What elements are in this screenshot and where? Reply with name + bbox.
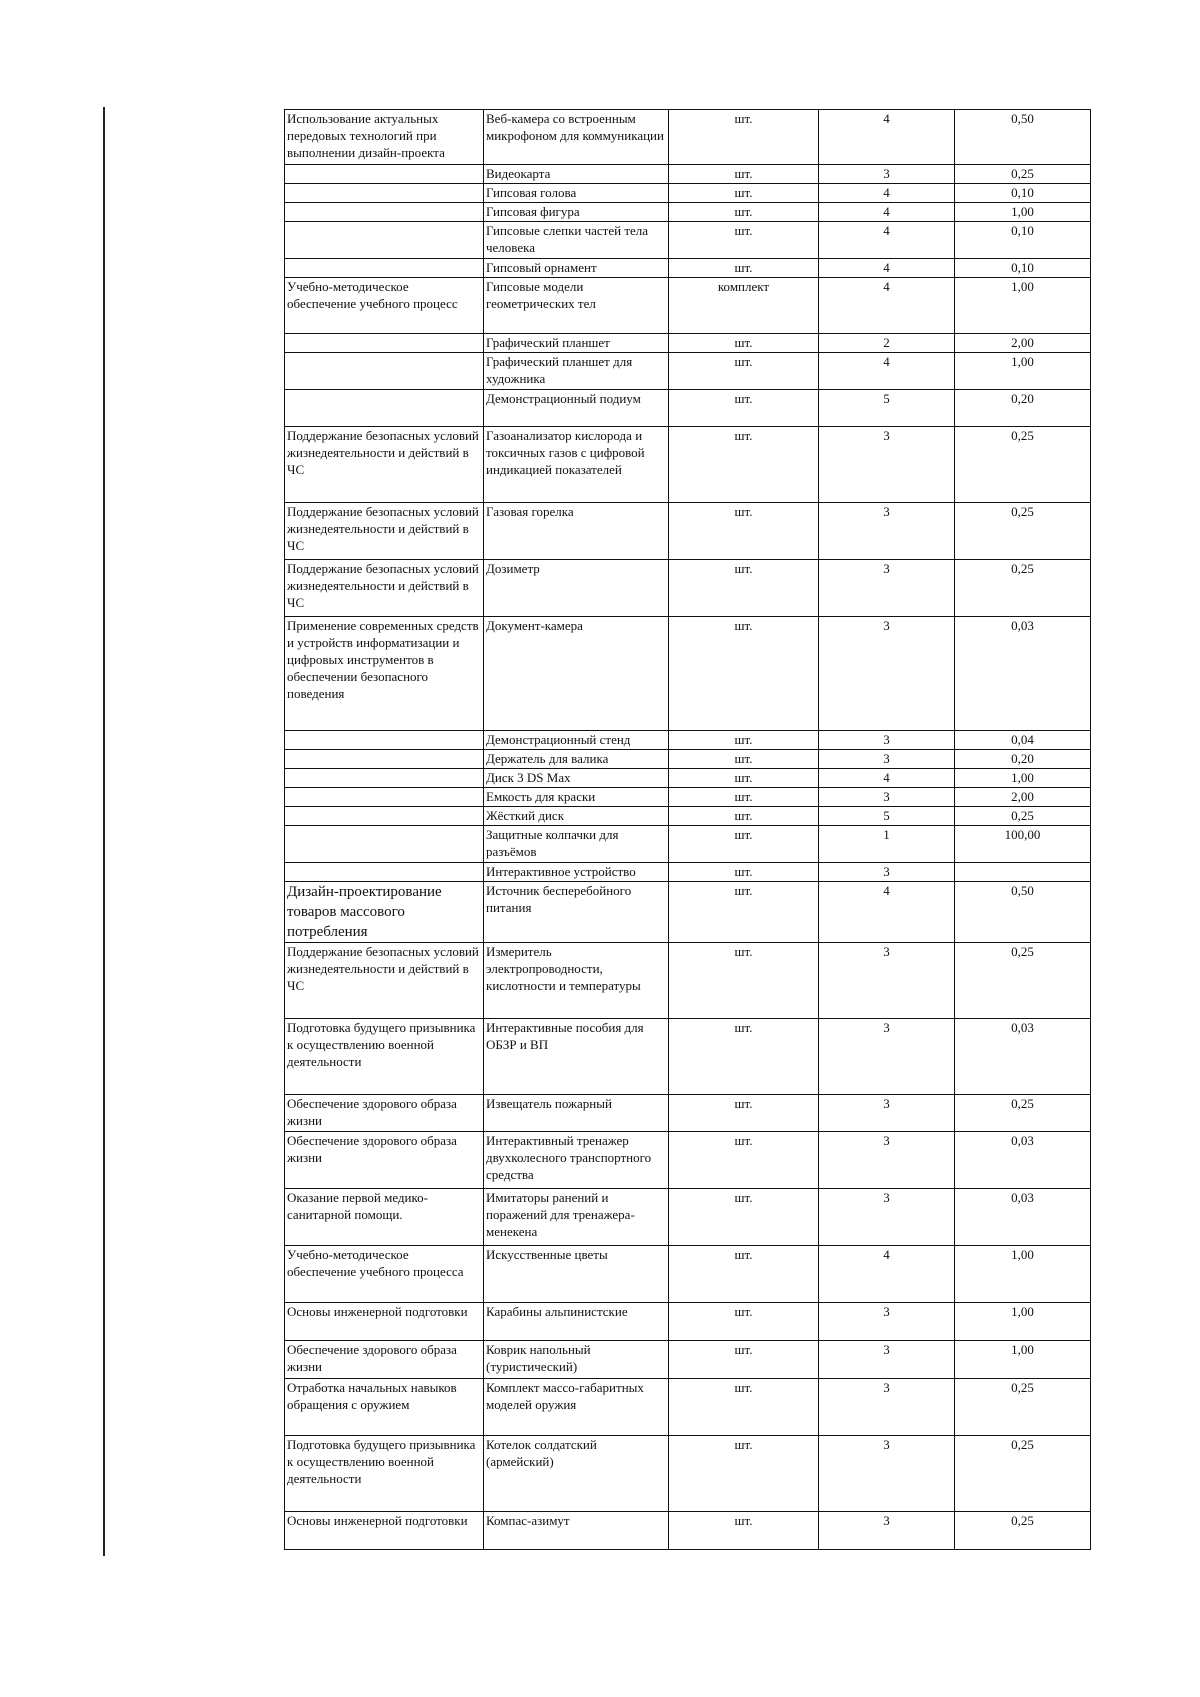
item-cell: Защитные колпачки для разъёмов	[484, 826, 669, 863]
table-row	[285, 165, 1091, 184]
table-row	[285, 278, 1091, 334]
table-row	[285, 1436, 1091, 1512]
table-row	[285, 943, 1091, 1019]
section-cell: Обеспечение здорового образа жизни	[285, 1095, 484, 1132]
value-cell: 1,00	[955, 1303, 1091, 1341]
table-row	[285, 863, 1091, 882]
section-cell: Поддержание безопасных условий жизнедеятельности и действий в ЧС	[285, 503, 484, 560]
value-cell: 100,00	[955, 826, 1091, 863]
quantity-cell: 3	[819, 1132, 955, 1189]
section-cell	[285, 353, 484, 390]
table-row	[285, 203, 1091, 222]
quantity-cell: 3	[819, 943, 955, 1019]
value-cell: 0,03	[955, 1189, 1091, 1246]
quantity-cell: 4	[819, 882, 955, 943]
value-cell: 1,00	[955, 353, 1091, 390]
value-cell: 1,00	[955, 278, 1091, 334]
quantity-cell: 3	[819, 1436, 955, 1512]
table-row	[285, 1189, 1091, 1246]
unit-cell: шт.	[669, 184, 819, 203]
section-cell: Поддержание безопасных условий жизнедеятельности и действий в ЧС	[285, 427, 484, 503]
table-row	[285, 1095, 1091, 1132]
quantity-cell: 3	[819, 1019, 955, 1095]
value-cell: 1,00	[955, 769, 1091, 788]
unit-cell: шт.	[669, 1379, 819, 1436]
unit-cell: шт.	[669, 353, 819, 390]
quantity-cell: 3	[819, 750, 955, 769]
value-cell: 0,50	[955, 110, 1091, 165]
quantity-cell: 4	[819, 184, 955, 203]
table-row	[285, 390, 1091, 427]
unit-cell: шт.	[669, 334, 819, 353]
value-cell: 1,00	[955, 1341, 1091, 1379]
quantity-cell: 3	[819, 503, 955, 560]
section-cell	[285, 826, 484, 863]
section-cell	[285, 165, 484, 184]
item-cell: Котелок солдатский (армейский)	[484, 1436, 669, 1512]
quantity-cell: 4	[819, 1246, 955, 1303]
quantity-cell: 3	[819, 1095, 955, 1132]
section-cell: Поддержание безопасных условий жизнедеятельности и действий в ЧС	[285, 943, 484, 1019]
item-cell: Гипсовые слепки частей тела человека	[484, 222, 669, 259]
value-cell: 0,10	[955, 222, 1091, 259]
item-cell: Дозиметр	[484, 560, 669, 617]
quantity-cell: 4	[819, 278, 955, 334]
item-cell: Демонстрационный стенд	[484, 731, 669, 750]
value-cell: 0,25	[955, 1436, 1091, 1512]
table-row	[285, 731, 1091, 750]
item-cell: Веб-камера со встроенным микрофоном для коммуникации	[484, 110, 669, 165]
unit-cell: шт.	[669, 1512, 819, 1550]
unit-cell: шт.	[669, 617, 819, 731]
value-cell: 0,50	[955, 882, 1091, 943]
unit-cell: шт.	[669, 1436, 819, 1512]
margin-line	[103, 107, 105, 1556]
table-row	[285, 1341, 1091, 1379]
value-cell: 0,04	[955, 731, 1091, 750]
unit-cell: шт.	[669, 1132, 819, 1189]
section-cell	[285, 184, 484, 203]
quantity-cell: 4	[819, 353, 955, 390]
quantity-cell: 4	[819, 203, 955, 222]
table-row	[285, 334, 1091, 353]
value-cell: 0,25	[955, 1512, 1091, 1550]
section-cell: Основы инженерной подготовки	[285, 1303, 484, 1341]
unit-cell: шт.	[669, 731, 819, 750]
quantity-cell: 3	[819, 731, 955, 750]
unit-cell: шт.	[669, 788, 819, 807]
item-cell: Измеритель электропроводности, кислотности и температуры	[484, 943, 669, 1019]
value-cell: 0,25	[955, 503, 1091, 560]
value-cell: 0,03	[955, 1019, 1091, 1095]
item-cell: Имитаторы ранений и поражений для тренажера-менекена	[484, 1189, 669, 1246]
quantity-cell: 4	[819, 222, 955, 259]
value-cell: 0,25	[955, 807, 1091, 826]
unit-cell: шт.	[669, 750, 819, 769]
value-cell: 0,25	[955, 1095, 1091, 1132]
table-row	[285, 110, 1091, 165]
unit-cell: шт.	[669, 943, 819, 1019]
unit-cell: шт.	[669, 165, 819, 184]
section-cell: Учебно-методическое обеспечение учебного процесс	[285, 278, 484, 334]
quantity-cell: 3	[819, 1189, 955, 1246]
unit-cell: шт.	[669, 769, 819, 788]
section-cell: Отработка начальных навыков обращения с оружием	[285, 1379, 484, 1436]
table-row	[285, 826, 1091, 863]
table-row	[285, 222, 1091, 259]
table-row	[285, 427, 1091, 503]
value-cell: 2,00	[955, 788, 1091, 807]
item-cell: Видеокарта	[484, 165, 669, 184]
section-cell: Учебно-методическое обеспечение учебного процесса	[285, 1246, 484, 1303]
value-cell: 0,25	[955, 427, 1091, 503]
quantity-cell: 4	[819, 110, 955, 165]
item-cell: Компас-азимут	[484, 1512, 669, 1550]
equipment-table	[284, 109, 1091, 1550]
table-row	[285, 1512, 1091, 1550]
quantity-cell: 3	[819, 788, 955, 807]
value-cell: 0,03	[955, 1132, 1091, 1189]
section-cell: Поддержание безопасных условий жизнедеятельности и действий в ЧС	[285, 560, 484, 617]
unit-cell: шт.	[669, 427, 819, 503]
item-cell: Графический планшет для художника	[484, 353, 669, 390]
unit-cell: шт.	[669, 259, 819, 278]
value-cell	[955, 863, 1091, 882]
unit-cell: шт.	[669, 1019, 819, 1095]
item-cell: Держатель для валика	[484, 750, 669, 769]
table-row	[285, 1132, 1091, 1189]
quantity-cell: 5	[819, 390, 955, 427]
value-cell: 1,00	[955, 1246, 1091, 1303]
quantity-cell: 3	[819, 165, 955, 184]
quantity-cell: 2	[819, 334, 955, 353]
quantity-cell: 3	[819, 1341, 955, 1379]
section-cell	[285, 731, 484, 750]
item-cell: Интерактивный тренажер двухколесного транспортного средства	[484, 1132, 669, 1189]
table-row	[285, 353, 1091, 390]
table-row	[285, 560, 1091, 617]
unit-cell: шт.	[669, 826, 819, 863]
value-cell: 0,25	[955, 943, 1091, 1019]
section-cell: Обеспечение здорового образа жизни	[285, 1341, 484, 1379]
value-cell: 0,03	[955, 617, 1091, 731]
item-cell: Жёсткий диск	[484, 807, 669, 826]
table-row	[285, 617, 1091, 731]
table-row	[285, 807, 1091, 826]
section-cell	[285, 222, 484, 259]
section-cell	[285, 259, 484, 278]
value-cell: 1,00	[955, 203, 1091, 222]
section-cell: Подготовка будущего призывника к осуществлению военной деятельности	[285, 1436, 484, 1512]
table-row	[285, 184, 1091, 203]
quantity-cell: 3	[819, 617, 955, 731]
item-cell: Карабины альпинистские	[484, 1303, 669, 1341]
unit-cell: шт.	[669, 1303, 819, 1341]
table-row	[285, 1246, 1091, 1303]
section-cell	[285, 807, 484, 826]
section-cell: Применение современных средств и устройств информатизации и цифровых инструментов в обеспечении безопасного поведения	[285, 617, 484, 731]
unit-cell: шт.	[669, 1095, 819, 1132]
item-cell: Емкость для краски	[484, 788, 669, 807]
value-cell: 0,10	[955, 259, 1091, 278]
table-row	[285, 769, 1091, 788]
unit-cell: шт.	[669, 203, 819, 222]
value-cell: 0,20	[955, 390, 1091, 427]
quantity-cell: 4	[819, 259, 955, 278]
section-cell	[285, 390, 484, 427]
quantity-cell: 5	[819, 807, 955, 826]
value-cell: 0,20	[955, 750, 1091, 769]
unit-cell: шт.	[669, 110, 819, 165]
unit-cell: комплект	[669, 278, 819, 334]
quantity-cell: 3	[819, 560, 955, 617]
item-cell: Источник бесперебойного питания	[484, 882, 669, 943]
unit-cell: шт.	[669, 1189, 819, 1246]
table-row	[285, 1303, 1091, 1341]
unit-cell: шт.	[669, 807, 819, 826]
quantity-cell: 3	[819, 1512, 955, 1550]
table-row	[285, 788, 1091, 807]
quantity-cell: 3	[819, 1303, 955, 1341]
unit-cell: шт.	[669, 560, 819, 617]
section-cell: Дизайн-проектирование товаров массового потребления	[285, 882, 484, 943]
value-cell: 0,25	[955, 1379, 1091, 1436]
section-cell	[285, 863, 484, 882]
item-cell: Комплект массо-габаритных моделей оружия	[484, 1379, 669, 1436]
table-row	[285, 1379, 1091, 1436]
item-cell: Демонстрационный подиум	[484, 390, 669, 427]
unit-cell: шт.	[669, 222, 819, 259]
unit-cell: шт.	[669, 390, 819, 427]
section-cell	[285, 750, 484, 769]
section-cell: Основы инженерной подготовки	[285, 1512, 484, 1550]
section-cell	[285, 788, 484, 807]
item-cell: Графический планшет	[484, 334, 669, 353]
quantity-cell: 1	[819, 826, 955, 863]
item-cell: Интерактивные пособия для ОБЗР и ВП	[484, 1019, 669, 1095]
section-cell: Оказание первой медико-санитарной помощи.	[285, 1189, 484, 1246]
item-cell: Гипсовые модели геометрических тел	[484, 278, 669, 334]
value-cell: 2,00	[955, 334, 1091, 353]
item-cell: Газовая горелка	[484, 503, 669, 560]
table-row	[285, 259, 1091, 278]
item-cell: Газоанализатор кислорода и токсичных газов с цифровой индикацией показателей	[484, 427, 669, 503]
table-row	[285, 1019, 1091, 1095]
value-cell: 0,25	[955, 165, 1091, 184]
quantity-cell: 4	[819, 769, 955, 788]
section-cell	[285, 334, 484, 353]
item-cell: Искусственные цветы	[484, 1246, 669, 1303]
item-cell: Гипсовая голова	[484, 184, 669, 203]
item-cell: Диск 3 DS Max	[484, 769, 669, 788]
table-row	[285, 503, 1091, 560]
quantity-cell: 3	[819, 1379, 955, 1436]
item-cell: Интерактивное устройство	[484, 863, 669, 882]
unit-cell: шт.	[669, 863, 819, 882]
unit-cell: шт.	[669, 1341, 819, 1379]
table-row	[285, 882, 1091, 943]
section-cell	[285, 203, 484, 222]
section-cell	[285, 769, 484, 788]
unit-cell: шт.	[669, 503, 819, 560]
quantity-cell: 3	[819, 427, 955, 503]
table-body	[285, 110, 1091, 1550]
item-cell: Гипсовая фигура	[484, 203, 669, 222]
item-cell: Коврик напольный (туристический)	[484, 1341, 669, 1379]
item-cell: Извещатель пожарный	[484, 1095, 669, 1132]
value-cell: 0,10	[955, 184, 1091, 203]
section-cell: Подготовка будущего призывника к осуществлению военной деятельности	[285, 1019, 484, 1095]
quantity-cell: 3	[819, 863, 955, 882]
unit-cell: шт.	[669, 1246, 819, 1303]
value-cell: 0,25	[955, 560, 1091, 617]
section-cell: Обеспечение здорового образа жизни	[285, 1132, 484, 1189]
unit-cell: шт.	[669, 882, 819, 943]
table-row	[285, 750, 1091, 769]
item-cell: Документ-камера	[484, 617, 669, 731]
section-cell: Использование актуальных передовых технологий при выполнении дизайн-проекта	[285, 110, 484, 165]
item-cell: Гипсовый орнамент	[484, 259, 669, 278]
